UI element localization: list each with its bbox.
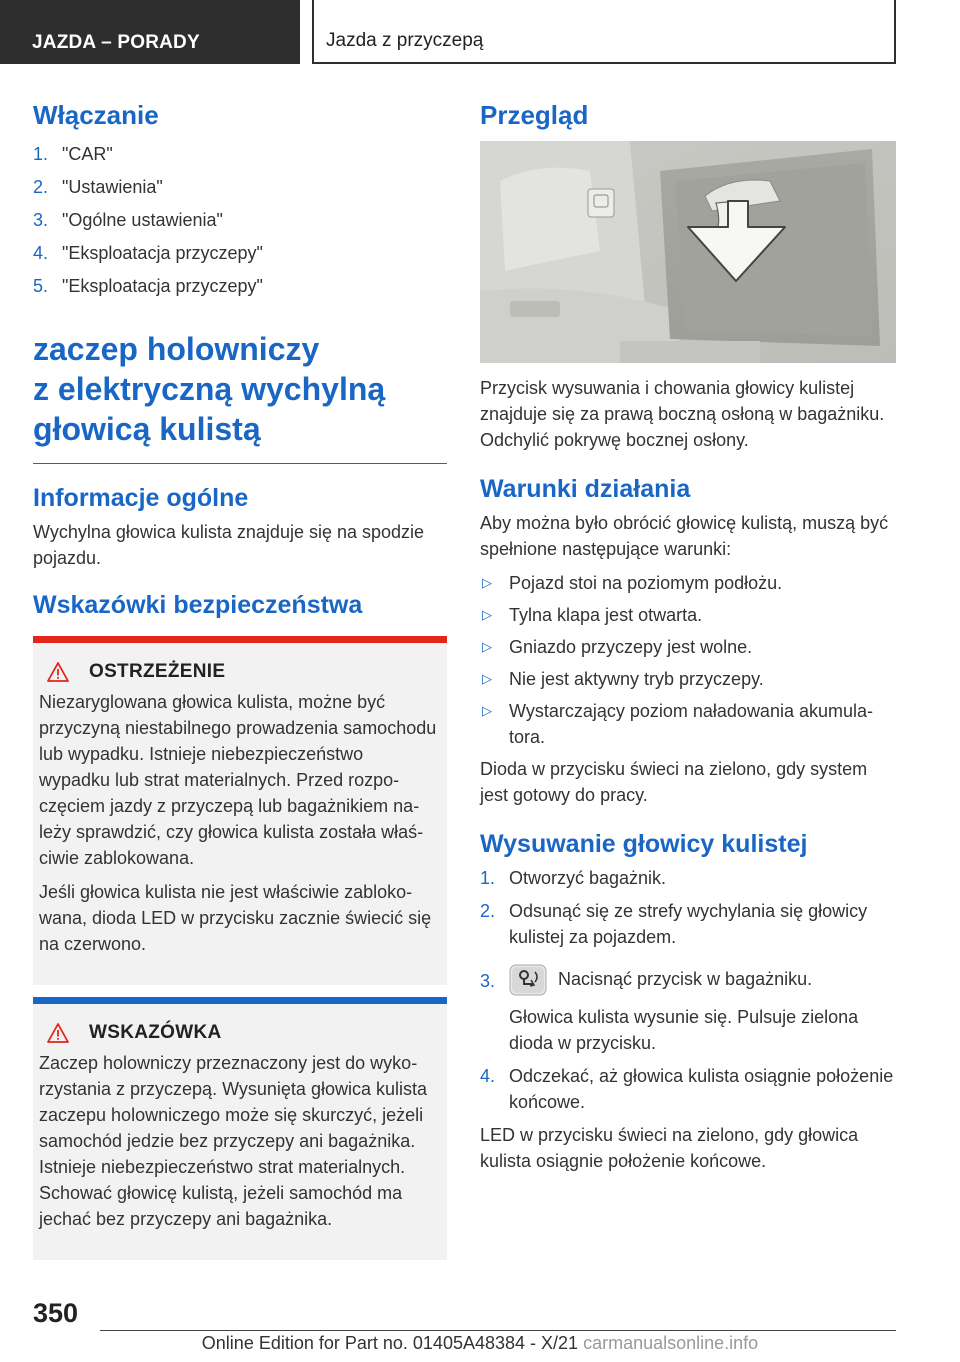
extend-steps [480, 865, 896, 1115]
triangle-bullet-icon: ▷ [482, 607, 492, 622]
step-text: Odczekać, aż głowica kulista osiągnie położenie końcowe. [509, 1066, 894, 1112]
main-title-line: z elektryczną wychylną [33, 371, 386, 407]
list-item [33, 273, 447, 299]
step-subtext: Głowica kulista wysunie się. Pulsuje zielona dioda w przycisku. [509, 1007, 859, 1053]
condition-text: Gniazdo przyczepy jest wolne. [509, 637, 753, 657]
conditions-outro: Dioda w przycisku świeci na zielono, gdy system jest gotowy do pracy. [480, 759, 868, 805]
step-text: Nacisnąć przycisk w bagażniku. [558, 968, 813, 989]
condition-text: Tylna klapa jest otwarta. [509, 605, 703, 625]
step-text: Otworzyć bagażnik. [509, 868, 667, 888]
trunk-photo [480, 141, 896, 363]
list-item [480, 1063, 896, 1115]
overview-heading: Przegląd [480, 100, 589, 130]
list-item [33, 141, 447, 167]
step-number: 1. [480, 868, 496, 888]
left-column [33, 100, 447, 1260]
warning-label: OSTRZEŻENIE [89, 661, 226, 682]
triangle-bullet-icon: ▷ [482, 671, 492, 686]
section-tab: JAZDA – PORADY [0, 0, 300, 64]
list-item [480, 570, 896, 596]
page-header [0, 0, 960, 66]
step-number: 4. [480, 1066, 496, 1086]
step-text: "CAR" [62, 144, 113, 164]
step-number: 4. [33, 243, 49, 263]
step-number: 1. [33, 144, 49, 164]
watermark-text: carmanualsonline.info [583, 1333, 759, 1353]
step-number: 3. [480, 971, 496, 991]
title-divider [33, 463, 447, 464]
step-text: "Eksploatacja przyczepy" [62, 243, 263, 263]
page-number: 350 [33, 1298, 79, 1328]
step-number: 2. [33, 177, 49, 197]
trunk-side-panel-illustration [480, 141, 896, 363]
notice-header [39, 1022, 439, 1044]
extend-heading: Wysuwanie głowicy kulistej [480, 830, 808, 858]
list-item [480, 666, 896, 692]
triangle-bullet-icon: ▷ [482, 575, 492, 590]
footer-edition [0, 1333, 960, 1354]
ball-head-button-icon [509, 964, 547, 996]
extend-outro: LED w przycisku świeci na zielono, gdy głowica kulista osiągnie położenie końcowe. [480, 1125, 859, 1171]
activation-steps [33, 141, 447, 299]
chapter-tab: Jazda z przyczepą [312, 0, 896, 64]
triangle-bullet-icon: ▷ [482, 639, 492, 654]
conditions-intro: Aby można było obrócić głowicę kulistą, muszą być spełnione następujące warunki: [480, 513, 889, 559]
safety-heading: Wskazówki bezpieczeństwa [33, 591, 363, 619]
warning-header [39, 661, 439, 683]
overview-caption: Przycisk wysuwania i chowania głowicy kulistej znajduje się za prawą boczną osłoną w bagażniku. Odchylić pokrywę bocznej osłony. [480, 378, 885, 450]
notice-label: WSKAZÓWKA [89, 1022, 222, 1043]
step-text: "Eksploatacja przyczepy" [62, 276, 263, 296]
right-column [480, 100, 896, 1174]
warning-triangle-icon [47, 662, 69, 682]
list-item [480, 602, 896, 628]
list-item [33, 174, 447, 200]
warning-text: Niezaryglowana głowica kulista, możne być przyczyną niestabilnego prowadzenia samochodu lub wypadku. Istnieje niebezpieczeństwo wypadku lub strat materialnych. Przed rozpoczęciem jazdy z przyczepą lub bagażnikiem należy sprawdzić, czy głowica kulista została właściwie zablokowana. [39, 692, 437, 868]
notice-box [33, 997, 447, 1260]
activation-heading: Włączanie [33, 100, 159, 130]
triangle-bullet-icon: ▷ [482, 703, 492, 718]
list-item [480, 964, 896, 1056]
warning-text: Jeśli głowica kulista nie jest właściwie zablokowana, dioda LED w przycisku zacznie świecić się na czerwono. [39, 882, 432, 954]
list-item [480, 898, 896, 950]
step-number: 2. [480, 901, 496, 921]
general-text: Wychylna głowica kulista znajduje się na spodzie pojazdu. [33, 522, 425, 568]
main-title [33, 329, 447, 449]
step-text: Odsunąć się ze strefy wychylania się głowicy kulistej za pojazdem. [509, 901, 868, 947]
conditions-heading: Warunki działania [480, 475, 691, 503]
list-item [480, 698, 896, 750]
list-item [33, 207, 447, 233]
conditions-list [480, 570, 896, 750]
step-number: 3. [33, 210, 49, 230]
footer-divider [100, 1330, 896, 1331]
warning-triangle-icon [47, 1023, 69, 1043]
main-title-line: głowicą kulistą [33, 411, 261, 447]
condition-text: Wystarczający poziom naładowania akumulatora. [509, 701, 874, 747]
step-text: "Ustawienia" [62, 177, 163, 197]
step-number: 5. [33, 276, 49, 296]
list-item [480, 865, 896, 891]
step-text: "Ogólne ustawienia" [62, 210, 223, 230]
general-heading: Informacje ogólne [33, 484, 249, 512]
condition-text: Pojazd stoi na poziomym podłożu. [509, 573, 783, 593]
main-title-line: zaczep holowniczy [33, 331, 320, 367]
warning-box [33, 636, 447, 985]
edition-text: Online Edition for Part no. 01405A48384 - X/21 [201, 1333, 579, 1353]
condition-text: Nie jest aktywny tryb przyczepy. [509, 669, 764, 689]
list-item [480, 634, 896, 660]
notice-text: Zaczep holowniczy przeznaczony jest do wykorzystania z przyczepą. Wysunięta głowica kulista zaczepu holowniczego może się skurczyć, jeżeli samochód jedzie bez przyczepy ani bagażnika. Istnieje niebezpieczeństwo strat materialnych. Schować głowicę kulistą, jeżeli samochód ma jechać bez przyczepy ani bagażnika. [39, 1053, 427, 1229]
list-item [33, 240, 447, 266]
